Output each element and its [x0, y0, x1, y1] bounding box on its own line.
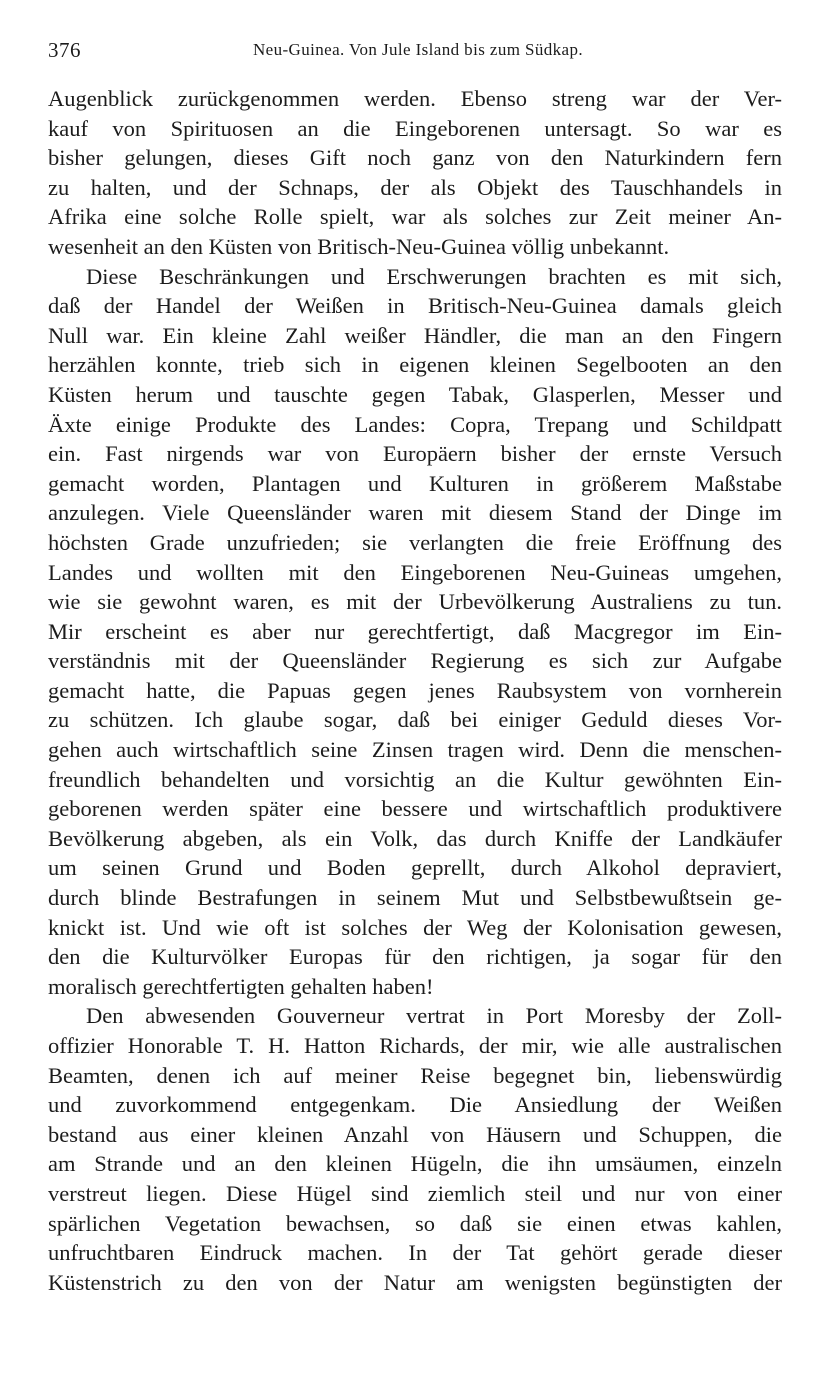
text-line: Bevölkerung abgeben, als ein Volk, das durch Kniffe der Landkäufer	[48, 825, 782, 851]
text-line: daß der Handel der Weißen in Britisch-Neu-Guinea damals gleich	[48, 293, 782, 319]
body-text	[48, 84, 782, 1297]
text-line: freundlich behandelten und vorsichtig an die Kultur gewöhnten Ein-	[48, 766, 782, 792]
text-line: gemacht hatte, die Papuas gegen jenes Raubsystem von vornherein	[48, 677, 782, 703]
page-header	[48, 38, 788, 68]
text-line: Beamten, denen ich auf meiner Reise begegnet bin, liebenswürdig	[48, 1062, 782, 1088]
text-line: spärlichen Vegetation bewachsen, so daß sie einen etwas kahlen,	[48, 1210, 782, 1236]
text-line: zu schützen. Ich glaube sogar, daß bei einiger Geduld dieses Vor-	[48, 707, 782, 733]
text-line: am Strande und an den kleinen Hügeln, die ihn umsäumen, einzeln	[48, 1151, 782, 1177]
text-line: und zuvorkommend entgegenkam. Die Ansiedlung der Weißen	[48, 1092, 782, 1118]
text-line: Null war. Ein kleine Zahl weißer Händler, die man an den Fingern	[48, 322, 782, 348]
text-line: knickt ist. Und wie oft ist solches der Weg der Kolonisation gewesen,	[48, 914, 782, 940]
text-line: verständnis mit der Queensländer Regierung es sich zur Aufgabe	[48, 648, 782, 674]
text-line: durch blinde Bestrafungen in seinem Mut und Selbstbewußtsein ge-	[48, 885, 782, 911]
text-line: Mir erscheint es aber nur gerechtfertigt, daß Macgregor im Ein-	[48, 618, 782, 644]
text-line: ein. Fast nirgends war von Europäern bisher der ernste Versuch	[48, 441, 782, 467]
text-line: den die Kulturvölker Europas für den richtigen, ja sogar für den	[48, 944, 782, 970]
text-line: Afrika eine solche Rolle spielt, war als solches zur Zeit meiner An-	[48, 204, 782, 230]
page-number: 376	[48, 38, 81, 62]
text-line: Diese Beschränkungen und Erschwerungen brachten es mit sich,	[86, 263, 782, 289]
paragraph	[48, 84, 782, 262]
text-line: gehen auch wirtschaftlich seine Zinsen tragen wird. Denn die menschen-	[48, 737, 782, 763]
text-line: bestand aus einer kleinen Anzahl von Häusern und Schuppen, die	[48, 1121, 782, 1147]
text-line: verstreut liegen. Diese Hügel sind ziemlich steil und nur von einer	[48, 1180, 782, 1206]
text-line: wie sie gewohnt waren, es mit der Urbevölkerung Australiens zu tun.	[48, 589, 782, 615]
paragraph	[48, 1001, 782, 1297]
text-line: Landes und wollten mit den Eingeborenen Neu-Guineas umgehen,	[48, 559, 782, 585]
text-line: anzulegen. Viele Queensländer waren mit diesem Stand der Dinge im	[48, 500, 782, 526]
text-line: höchsten Grade unzufrieden; sie verlangten die freie Eröffnung des	[48, 529, 782, 555]
text-line: offizier Honorable T. H. Hatton Richards, der mir, wie alle australischen	[48, 1033, 782, 1058]
paragraph	[48, 262, 782, 1002]
text-line: kauf von Spirituosen an die Eingeborenen untersagt. So war es	[48, 115, 782, 141]
text-line: gemacht worden, Plantagen und Kulturen in größerem Maßstabe	[48, 470, 782, 496]
text-line: Augenblick zurückgenommen werden. Ebenso streng war der Ver-	[48, 86, 782, 111]
text-line: unfruchtbaren Eindruck machen. In der Tat gehört gerade dieser	[48, 1240, 782, 1266]
text-line: bisher gelungen, dieses Gift noch ganz von den Naturkindern fern	[48, 145, 782, 171]
text-line: Küstenstrich zu den von der Natur am wenigsten begünstigten der	[48, 1269, 782, 1295]
text-line: moralisch gerechtfertigten gehalten haben!	[48, 973, 434, 999]
text-line: geborenen werden später eine bessere und wirtschaftlich produktivere	[48, 796, 782, 822]
text-line: zu halten, und der Schnaps, der als Objekt des Tauschhandels in	[48, 174, 782, 200]
text-line: wesenheit an den Küsten von Britisch-Neu-Guinea völlig unbekannt.	[48, 233, 670, 259]
text-line: Küsten herum und tauschte gegen Tabak, Glasperlen, Messer und	[48, 381, 782, 407]
running-head: Neu-Guinea. Von Jule Island bis zum Südkap.	[252, 40, 584, 59]
text-line: Den abwesenden Gouverneur vertrat in Port Moresby der Zoll-	[86, 1003, 782, 1029]
text-line: um seinen Grund und Boden geprellt, durch Alkohol depraviert,	[48, 855, 782, 881]
text-line: herzählen konnte, trieb sich in eigenen kleinen Segelbooten an den	[48, 352, 782, 378]
text-line: Äxte einige Produkte des Landes: Copra, Trepang und Schildpatt	[48, 411, 782, 437]
